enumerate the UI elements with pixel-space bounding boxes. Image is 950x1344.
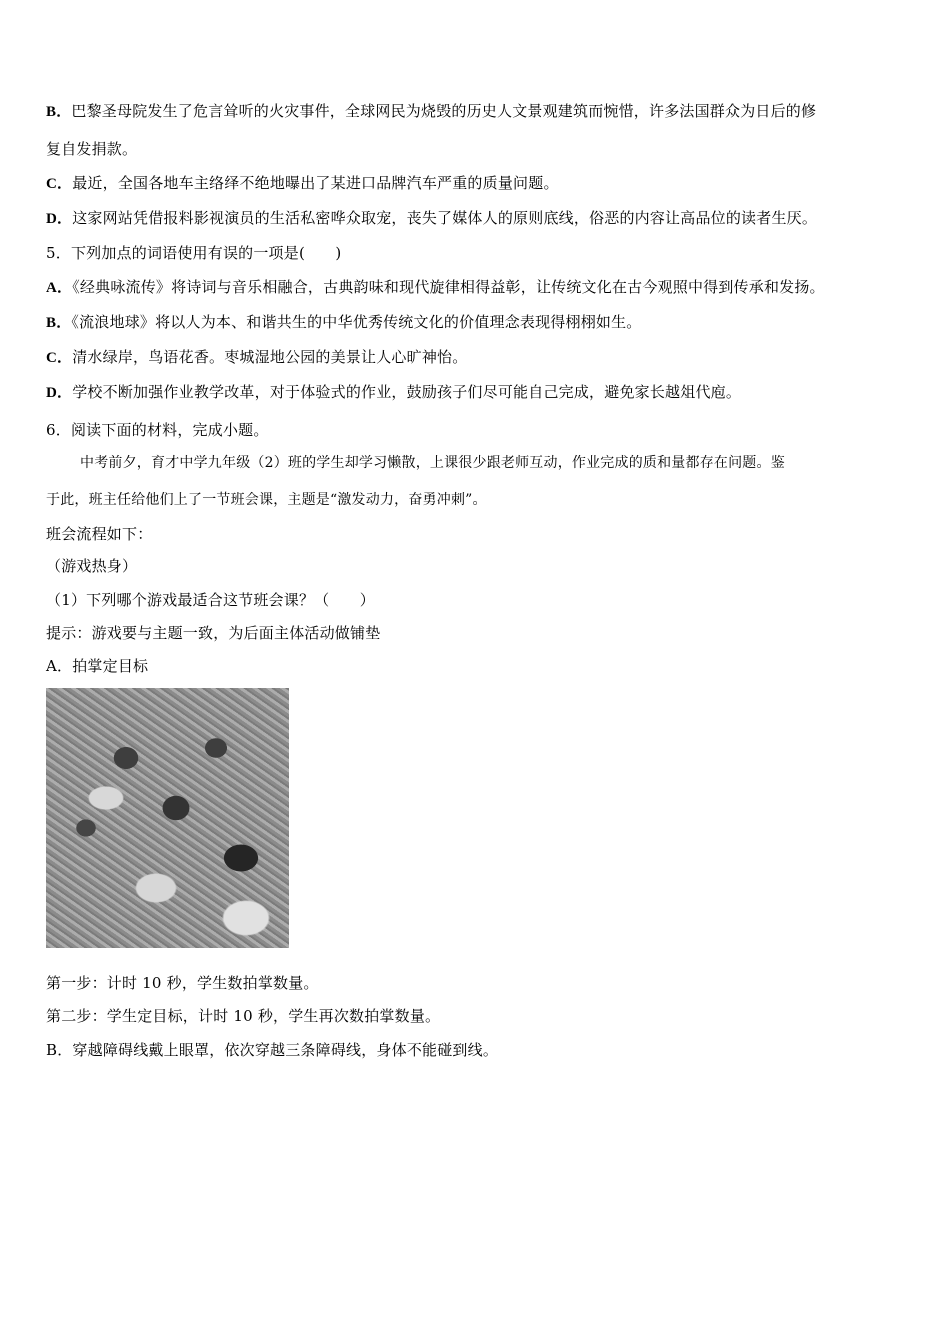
option-b-line-1 bbox=[46, 101, 816, 122]
sub-question-1 bbox=[46, 590, 375, 610]
material-paragraph-line-1 bbox=[80, 453, 785, 473]
flow-text: 班会流程如下： bbox=[46, 525, 153, 543]
q5-option-b bbox=[46, 312, 642, 333]
q5-option-d bbox=[46, 382, 741, 403]
section-warmup bbox=[46, 556, 137, 576]
option-key: B． bbox=[46, 315, 72, 331]
option-key: C． bbox=[46, 350, 73, 366]
option-text: 复自发捐款。 bbox=[46, 140, 138, 158]
question-text: （1）下列哪个游戏最适合这节班会课？（ ） bbox=[46, 591, 375, 609]
class-meeting-flow bbox=[46, 524, 152, 544]
option-text: 巴黎圣母院发生了危言耸听的火灾事件，全球网民为烧毁的历史人文景观建筑而惋惜，许多法国群众为日后的修 bbox=[71, 102, 817, 120]
game-option-b bbox=[46, 1040, 498, 1060]
section-text: （游戏热身） bbox=[46, 557, 138, 575]
option-key: D． bbox=[46, 211, 73, 227]
option-b-line-2 bbox=[46, 139, 137, 159]
material-text: 于此，班主任给他们上了一节班会课，主题是“激发动力，奋勇冲刺”。 bbox=[46, 492, 487, 508]
option-d bbox=[46, 208, 817, 229]
hint-text: 提示：游戏要与主题一致，为后面主体活动做铺垫 bbox=[46, 624, 381, 642]
material-paragraph-line-2 bbox=[46, 490, 487, 510]
step-text: 第二步：学生定目标，计时 10 秒，学生再次数拍掌数量。 bbox=[46, 1007, 441, 1025]
question-5 bbox=[46, 243, 341, 263]
step-two bbox=[46, 1006, 440, 1026]
q5-option-c bbox=[46, 347, 467, 368]
option-key: C． bbox=[46, 176, 73, 192]
option-text: 《流浪地球》将以人为本、和谐共生的中华优秀传统文化的价值理念表现得栩栩如生。 bbox=[71, 313, 642, 331]
option-text: 这家网站凭借报料影视演员的生活私密哗众取宠，丧失了媒体人的原则底线，俗恶的内容让高品位的读者生厌。 bbox=[72, 209, 818, 227]
option-c bbox=[46, 173, 559, 194]
step-text: 第一步：计时 10 秒，学生数拍掌数量。 bbox=[46, 974, 319, 992]
option-text: B．穿越障碍线戴上眼罩，依次穿越三条障碍线，身体不能碰到线。 bbox=[46, 1041, 499, 1059]
q5-option-a bbox=[46, 277, 825, 298]
option-key: B． bbox=[46, 104, 72, 120]
question-text: 6．阅读下面的材料，完成小题。 bbox=[46, 421, 269, 439]
option-text: 最近，全国各地车主络绎不绝地曝出了某进口品牌汽车严重的质量问题。 bbox=[72, 174, 559, 192]
hint bbox=[46, 623, 380, 643]
step-one bbox=[46, 973, 319, 993]
classroom-photo bbox=[46, 688, 289, 948]
option-text: 清水绿岸，鸟语花香。枣城湿地公园的美景让人心旷神怡。 bbox=[72, 348, 468, 366]
question-text: 5．下列加点的词语使用有误的一项是( ) bbox=[46, 244, 342, 262]
option-text: A．拍掌定目标 bbox=[46, 657, 149, 675]
option-text: 学校不断加强作业教学改革，对于体验式的作业，鼓励孩子们尽可能自己完成，避免家长越俎代庖。 bbox=[72, 383, 742, 401]
option-text: 《经典咏流传》将诗词与音乐相融合，古典韵味和现代旋律相得益彰，让传统文化在古今观照中得到传承和发扬。 bbox=[72, 278, 825, 296]
material-text: 中考前夕，育才中学九年级（2）班的学生却学习懒散，上课很少跟老师互动，作业完成的质和量都存在问题。鉴 bbox=[80, 455, 785, 471]
option-key: A． bbox=[46, 280, 73, 296]
game-option-a bbox=[46, 656, 148, 676]
option-key: D． bbox=[46, 385, 73, 401]
question-6 bbox=[46, 420, 269, 440]
